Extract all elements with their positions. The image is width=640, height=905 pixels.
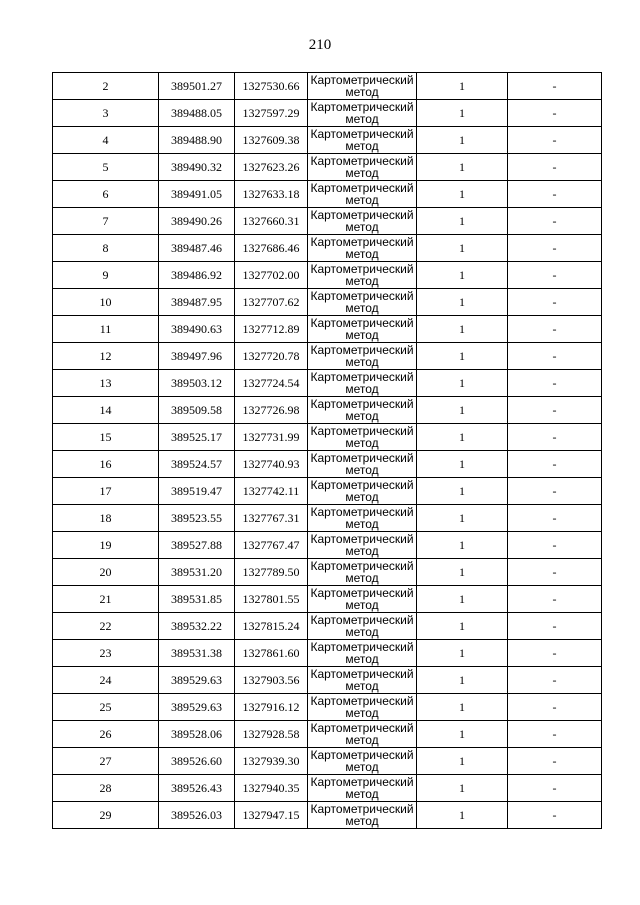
point-number-cell: 11 bbox=[53, 316, 159, 343]
note-cell: - bbox=[508, 667, 602, 694]
x-coordinate-cell: 389529.63 bbox=[159, 694, 235, 721]
point-number-cell: 12 bbox=[53, 343, 159, 370]
method-line2: метод bbox=[345, 111, 379, 126]
point-number-cell: 21 bbox=[53, 586, 159, 613]
count-cell: 1 bbox=[417, 613, 508, 640]
method-cell bbox=[308, 802, 417, 829]
y-coordinate-cell: 1327712.89 bbox=[235, 316, 308, 343]
method-line2: метод bbox=[345, 597, 379, 612]
x-coordinate-cell: 389509.58 bbox=[159, 397, 235, 424]
count-cell: 1 bbox=[417, 262, 508, 289]
method-line2: метод bbox=[345, 759, 379, 774]
x-coordinate-cell: 389526.43 bbox=[159, 775, 235, 802]
y-coordinate-cell: 1327801.55 bbox=[235, 586, 308, 613]
note-cell: - bbox=[508, 235, 602, 262]
method-line2: метод bbox=[345, 408, 379, 423]
table-row bbox=[53, 316, 602, 343]
method-cell bbox=[308, 181, 417, 208]
method-cell bbox=[308, 397, 417, 424]
y-coordinate-cell: 1327928.58 bbox=[235, 721, 308, 748]
table-row bbox=[53, 397, 602, 424]
method-line1: Картометрический bbox=[310, 207, 414, 222]
method-line2: метод bbox=[345, 489, 379, 504]
method-line2: метод bbox=[345, 624, 379, 639]
count-cell: 1 bbox=[417, 532, 508, 559]
table-row bbox=[53, 559, 602, 586]
method-line2: метод bbox=[345, 165, 379, 180]
method-line1: Картометрический bbox=[310, 126, 414, 141]
note-cell: - bbox=[508, 721, 602, 748]
note-cell: - bbox=[508, 640, 602, 667]
count-cell: 1 bbox=[417, 694, 508, 721]
table-row bbox=[53, 694, 602, 721]
y-coordinate-cell: 1327623.26 bbox=[235, 154, 308, 181]
point-number-cell: 20 bbox=[53, 559, 159, 586]
note-cell: - bbox=[508, 694, 602, 721]
note-cell: - bbox=[508, 208, 602, 235]
count-cell: 1 bbox=[417, 289, 508, 316]
method-cell bbox=[308, 667, 417, 694]
y-coordinate-cell: 1327861.60 bbox=[235, 640, 308, 667]
method-line2: метод bbox=[345, 300, 379, 315]
note-cell: - bbox=[508, 289, 602, 316]
y-coordinate-cell: 1327660.31 bbox=[235, 208, 308, 235]
method-cell bbox=[308, 316, 417, 343]
y-coordinate-cell: 1327530.66 bbox=[235, 73, 308, 100]
y-coordinate-cell: 1327767.47 bbox=[235, 532, 308, 559]
y-coordinate-cell: 1327686.46 bbox=[235, 235, 308, 262]
point-number-cell: 22 bbox=[53, 613, 159, 640]
table-row bbox=[53, 532, 602, 559]
method-line1: Картометрический bbox=[310, 585, 414, 600]
method-cell bbox=[308, 100, 417, 127]
method-line1: Картометрический bbox=[310, 396, 414, 411]
method-line2: метод bbox=[345, 813, 379, 828]
method-cell bbox=[308, 451, 417, 478]
method-line1: Картометрический bbox=[310, 720, 414, 735]
point-number-cell: 10 bbox=[53, 289, 159, 316]
note-cell: - bbox=[508, 73, 602, 100]
method-line2: метод bbox=[345, 678, 379, 693]
y-coordinate-cell: 1327767.31 bbox=[235, 505, 308, 532]
y-coordinate-cell: 1327702.00 bbox=[235, 262, 308, 289]
method-cell bbox=[308, 586, 417, 613]
x-coordinate-cell: 389490.32 bbox=[159, 154, 235, 181]
method-cell bbox=[308, 289, 417, 316]
point-number-cell: 8 bbox=[53, 235, 159, 262]
x-coordinate-cell: 389531.85 bbox=[159, 586, 235, 613]
y-coordinate-cell: 1327724.54 bbox=[235, 370, 308, 397]
method-cell bbox=[308, 370, 417, 397]
method-line2: метод bbox=[345, 705, 379, 720]
method-cell bbox=[308, 775, 417, 802]
x-coordinate-cell: 389490.26 bbox=[159, 208, 235, 235]
method-line2: метод bbox=[345, 651, 379, 666]
count-cell: 1 bbox=[417, 73, 508, 100]
point-number-cell: 25 bbox=[53, 694, 159, 721]
method-cell bbox=[308, 559, 417, 586]
y-coordinate-cell: 1327707.62 bbox=[235, 289, 308, 316]
table-row bbox=[53, 748, 602, 775]
note-cell: - bbox=[508, 613, 602, 640]
table-row bbox=[53, 451, 602, 478]
method-line2: метод bbox=[345, 516, 379, 531]
point-number-cell: 5 bbox=[53, 154, 159, 181]
x-coordinate-cell: 389523.55 bbox=[159, 505, 235, 532]
method-cell bbox=[308, 721, 417, 748]
count-cell: 1 bbox=[417, 316, 508, 343]
method-line1: Картометрический bbox=[310, 612, 414, 627]
method-line2: метод bbox=[345, 84, 379, 99]
count-cell: 1 bbox=[417, 208, 508, 235]
method-line2: метод bbox=[345, 138, 379, 153]
x-coordinate-cell: 389501.27 bbox=[159, 73, 235, 100]
note-cell: - bbox=[508, 505, 602, 532]
count-cell: 1 bbox=[417, 721, 508, 748]
count-cell: 1 bbox=[417, 559, 508, 586]
method-cell bbox=[308, 262, 417, 289]
method-line1: Картометрический bbox=[310, 504, 414, 519]
y-coordinate-cell: 1327742.11 bbox=[235, 478, 308, 505]
method-line2: метод bbox=[345, 246, 379, 261]
x-coordinate-cell: 389532.22 bbox=[159, 613, 235, 640]
table-row bbox=[53, 613, 602, 640]
point-number-cell: 18 bbox=[53, 505, 159, 532]
method-line2: метод bbox=[345, 327, 379, 342]
point-number-cell: 9 bbox=[53, 262, 159, 289]
count-cell: 1 bbox=[417, 478, 508, 505]
x-coordinate-cell: 389487.95 bbox=[159, 289, 235, 316]
method-line2: метод bbox=[345, 381, 379, 396]
x-coordinate-cell: 389531.38 bbox=[159, 640, 235, 667]
method-line1: Картометрический bbox=[310, 477, 414, 492]
x-coordinate-cell: 389488.05 bbox=[159, 100, 235, 127]
y-coordinate-cell: 1327940.35 bbox=[235, 775, 308, 802]
note-cell: - bbox=[508, 181, 602, 208]
note-cell: - bbox=[508, 748, 602, 775]
method-line1: Картометрический bbox=[310, 747, 414, 762]
count-cell: 1 bbox=[417, 370, 508, 397]
method-line2: метод bbox=[345, 273, 379, 288]
x-coordinate-cell: 389529.63 bbox=[159, 667, 235, 694]
y-coordinate-cell: 1327939.30 bbox=[235, 748, 308, 775]
method-cell bbox=[308, 694, 417, 721]
page-number: 210 bbox=[308, 37, 332, 53]
table-row bbox=[53, 154, 602, 181]
note-cell: - bbox=[508, 127, 602, 154]
method-line1: Картометрический bbox=[310, 315, 414, 330]
x-coordinate-cell: 389527.88 bbox=[159, 532, 235, 559]
y-coordinate-cell: 1327903.56 bbox=[235, 667, 308, 694]
method-line1: Картометрический bbox=[310, 153, 414, 168]
table-row bbox=[53, 721, 602, 748]
y-coordinate-cell: 1327731.99 bbox=[235, 424, 308, 451]
method-cell bbox=[308, 73, 417, 100]
count-cell: 1 bbox=[417, 802, 508, 829]
point-number-cell: 13 bbox=[53, 370, 159, 397]
method-line1: Картометрический bbox=[310, 234, 414, 249]
method-line2: метод bbox=[345, 732, 379, 747]
method-cell bbox=[308, 613, 417, 640]
y-coordinate-cell: 1327633.18 bbox=[235, 181, 308, 208]
note-cell: - bbox=[508, 424, 602, 451]
point-number-cell: 29 bbox=[53, 802, 159, 829]
table-row bbox=[53, 235, 602, 262]
count-cell: 1 bbox=[417, 640, 508, 667]
x-coordinate-cell: 389528.06 bbox=[159, 721, 235, 748]
y-coordinate-cell: 1327609.38 bbox=[235, 127, 308, 154]
x-coordinate-cell: 389526.60 bbox=[159, 748, 235, 775]
note-cell: - bbox=[508, 451, 602, 478]
method-line2: метод bbox=[345, 192, 379, 207]
x-coordinate-cell: 389531.20 bbox=[159, 559, 235, 586]
table-row bbox=[53, 478, 602, 505]
count-cell: 1 bbox=[417, 100, 508, 127]
method-cell bbox=[308, 208, 417, 235]
point-number-cell: 14 bbox=[53, 397, 159, 424]
method-cell bbox=[308, 235, 417, 262]
method-line2: метод bbox=[345, 570, 379, 585]
y-coordinate-cell: 1327947.15 bbox=[235, 802, 308, 829]
table-row bbox=[53, 370, 602, 397]
count-cell: 1 bbox=[417, 586, 508, 613]
method-line2: метод bbox=[345, 543, 379, 558]
method-line1: Картометрический bbox=[310, 666, 414, 681]
table-row bbox=[53, 289, 602, 316]
method-line1: Картометрический bbox=[310, 288, 414, 303]
method-cell bbox=[308, 532, 417, 559]
point-number-cell: 27 bbox=[53, 748, 159, 775]
method-cell bbox=[308, 478, 417, 505]
count-cell: 1 bbox=[417, 154, 508, 181]
count-cell: 1 bbox=[417, 343, 508, 370]
method-line1: Картометрический bbox=[310, 369, 414, 384]
y-coordinate-cell: 1327720.78 bbox=[235, 343, 308, 370]
note-cell: - bbox=[508, 343, 602, 370]
count-cell: 1 bbox=[417, 397, 508, 424]
point-number-cell: 24 bbox=[53, 667, 159, 694]
point-number-cell: 26 bbox=[53, 721, 159, 748]
x-coordinate-cell: 389503.12 bbox=[159, 370, 235, 397]
note-cell: - bbox=[508, 397, 602, 424]
method-line1: Картометрический bbox=[310, 180, 414, 195]
note-cell: - bbox=[508, 154, 602, 181]
x-coordinate-cell: 389488.90 bbox=[159, 127, 235, 154]
note-cell: - bbox=[508, 478, 602, 505]
count-cell: 1 bbox=[417, 505, 508, 532]
method-cell bbox=[308, 505, 417, 532]
method-cell bbox=[308, 424, 417, 451]
note-cell: - bbox=[508, 532, 602, 559]
point-number-cell: 2 bbox=[53, 73, 159, 100]
table-row bbox=[53, 586, 602, 613]
point-number-cell: 19 bbox=[53, 532, 159, 559]
method-line1: Картометрический bbox=[310, 801, 414, 816]
count-cell: 1 bbox=[417, 667, 508, 694]
method-line1: Картометрический bbox=[310, 639, 414, 654]
table-row bbox=[53, 127, 602, 154]
count-cell: 1 bbox=[417, 748, 508, 775]
count-cell: 1 bbox=[417, 181, 508, 208]
table-row bbox=[53, 640, 602, 667]
method-cell bbox=[308, 154, 417, 181]
table-row bbox=[53, 181, 602, 208]
count-cell: 1 bbox=[417, 451, 508, 478]
point-number-cell: 15 bbox=[53, 424, 159, 451]
point-number-cell: 4 bbox=[53, 127, 159, 154]
method-cell bbox=[308, 127, 417, 154]
x-coordinate-cell: 389526.03 bbox=[159, 802, 235, 829]
count-cell: 1 bbox=[417, 127, 508, 154]
table-row bbox=[53, 100, 602, 127]
y-coordinate-cell: 1327740.93 bbox=[235, 451, 308, 478]
count-cell: 1 bbox=[417, 775, 508, 802]
method-line1: Картометрический bbox=[310, 72, 414, 87]
note-cell: - bbox=[508, 559, 602, 586]
note-cell: - bbox=[508, 802, 602, 829]
table-row bbox=[53, 505, 602, 532]
point-number-cell: 23 bbox=[53, 640, 159, 667]
table-row bbox=[53, 262, 602, 289]
point-number-cell: 7 bbox=[53, 208, 159, 235]
method-cell bbox=[308, 343, 417, 370]
point-number-cell: 16 bbox=[53, 451, 159, 478]
x-coordinate-cell: 389519.47 bbox=[159, 478, 235, 505]
note-cell: - bbox=[508, 586, 602, 613]
point-number-cell: 6 bbox=[53, 181, 159, 208]
note-cell: - bbox=[508, 100, 602, 127]
method-line1: Картометрический bbox=[310, 450, 414, 465]
note-cell: - bbox=[508, 316, 602, 343]
table-row bbox=[53, 424, 602, 451]
method-line1: Картометрический bbox=[310, 99, 414, 114]
x-coordinate-cell: 389525.17 bbox=[159, 424, 235, 451]
method-line1: Картометрический bbox=[310, 261, 414, 276]
table-row bbox=[53, 343, 602, 370]
method-line1: Картометрический bbox=[310, 342, 414, 357]
method-line2: метод bbox=[345, 435, 379, 450]
x-coordinate-cell: 389490.63 bbox=[159, 316, 235, 343]
y-coordinate-cell: 1327815.24 bbox=[235, 613, 308, 640]
method-cell bbox=[308, 748, 417, 775]
method-line2: метод bbox=[345, 219, 379, 234]
method-line1: Картометрический bbox=[310, 558, 414, 573]
x-coordinate-cell: 389486.92 bbox=[159, 262, 235, 289]
y-coordinate-cell: 1327726.98 bbox=[235, 397, 308, 424]
coordinates-table bbox=[52, 72, 602, 829]
method-line2: метод bbox=[345, 786, 379, 801]
table-row bbox=[53, 802, 602, 829]
x-coordinate-cell: 389497.96 bbox=[159, 343, 235, 370]
y-coordinate-cell: 1327789.50 bbox=[235, 559, 308, 586]
point-number-cell: 3 bbox=[53, 100, 159, 127]
x-coordinate-cell: 389491.05 bbox=[159, 181, 235, 208]
method-line2: метод bbox=[345, 462, 379, 477]
count-cell: 1 bbox=[417, 424, 508, 451]
method-cell bbox=[308, 640, 417, 667]
table-row bbox=[53, 667, 602, 694]
point-number-cell: 17 bbox=[53, 478, 159, 505]
method-line1: Картометрический bbox=[310, 774, 414, 789]
method-line1: Картометрический bbox=[310, 531, 414, 546]
table-row bbox=[53, 73, 602, 100]
x-coordinate-cell: 389524.57 bbox=[159, 451, 235, 478]
point-number-cell: 28 bbox=[53, 775, 159, 802]
method-line2: метод bbox=[345, 354, 379, 369]
y-coordinate-cell: 1327597.29 bbox=[235, 100, 308, 127]
y-coordinate-cell: 1327916.12 bbox=[235, 694, 308, 721]
note-cell: - bbox=[508, 370, 602, 397]
count-cell: 1 bbox=[417, 235, 508, 262]
x-coordinate-cell: 389487.46 bbox=[159, 235, 235, 262]
table-row bbox=[53, 775, 602, 802]
method-line1: Картометрический bbox=[310, 423, 414, 438]
method-line1: Картометрический bbox=[310, 693, 414, 708]
note-cell: - bbox=[508, 775, 602, 802]
table-row bbox=[53, 208, 602, 235]
coordinates-table-body bbox=[53, 73, 602, 829]
note-cell: - bbox=[508, 262, 602, 289]
